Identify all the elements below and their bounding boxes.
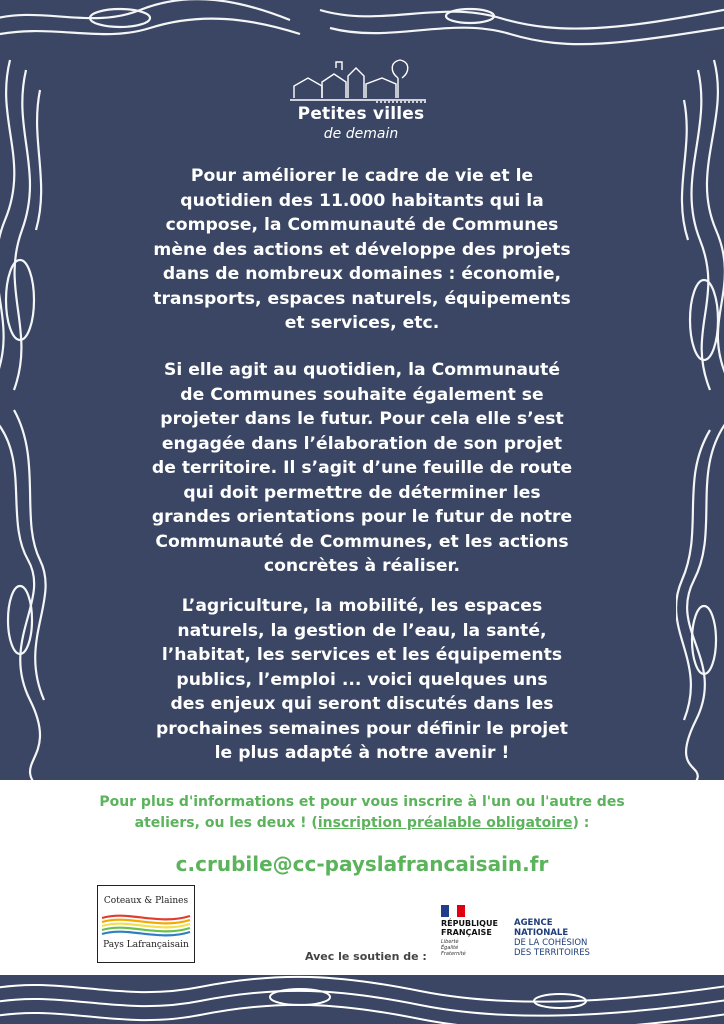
logo-subtitle: de demain [323, 126, 399, 142]
coteaux-plaines-logo: Coteaux & Plaines Pays Lafrançaisain [97, 885, 195, 963]
contour-lines-decoration [0, 975, 724, 1024]
contact-email[interactable]: c.crubile@cc-payslafrancaisain.fr [175, 852, 549, 876]
french-flag-icon [441, 905, 465, 917]
logo-title: Petites villes [297, 104, 425, 124]
rainbow-waves-icon [98, 910, 194, 940]
paragraph-issues: L’agriculture, la mobilité, les espaces naturels, la gestion de l’eau, la santé, l’habitat, les services et les équipements publics, l’emploi ... voici quelques uns des enjeux qui seront discutés dans les prochaines semaines pour définir le projet le plus adapté à notre avenir ! [156, 596, 568, 763]
republique-francaise-logo: RÉPUBLIQUE FRANÇAISE Liberté Égalité Fraternité [437, 905, 507, 965]
paragraph-intro: Pour améliorer le cadre de vie et le quotidien des 11.000 habitants qui la compose, la Communauté de Communes mène des actions et développe des projets dans de nombreux domaines : économie, transports, espaces naturels, équipements et services, etc. [153, 166, 571, 333]
info-text: Pour plus d'informations et pour vous inscrire à l'un ou l'autre des ateliers, ou les deux ! (inscription préalable obligatoire) : [99, 794, 625, 831]
anct-logo: AGENCE NATIONALE DE LA COHÉSION DES TERRITOIRES [514, 918, 590, 958]
inscription-link[interactable]: inscription préalable obligatoire [317, 815, 573, 831]
village-skyline-icon [286, 58, 436, 104]
petites-villes-logo [286, 58, 436, 148]
support-label: Avec le soutien de : [305, 950, 427, 963]
paragraph-project: Si elle agit au quotidien, la Communauté de Communes souhaite également se projeter dans le futur. Pour cela elle s’est engagée dans l’élaboration de son projet de territoire. Il s’agit d’une feuille de route qui doit permettre de déterminer les grandes orientations pour le futur de notre Communauté de Communes, et les actions concrètes à réaliser. [151, 360, 573, 576]
bottom-contour-decoration [0, 975, 724, 1024]
